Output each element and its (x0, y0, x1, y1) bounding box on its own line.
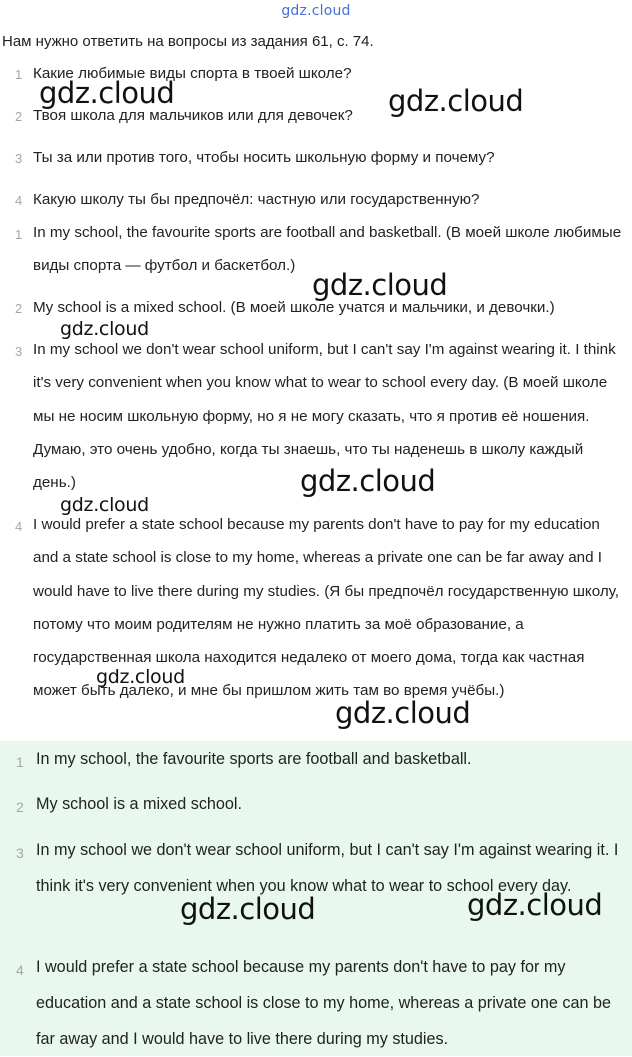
task-intro: Нам нужно ответить на вопросы из задания 61, с. 74. (2, 33, 374, 50)
question-text: Какую школу ты бы предпочёл: частную или государственную? (33, 191, 480, 208)
item-number: 1 (15, 67, 23, 82)
question-text: Какие любимые виды спорта в твоей школе? (33, 65, 352, 82)
answer-text: My school is a mixed school. (В моей школе учатся и мальчики, и девочки.) (33, 299, 555, 316)
item-number: 2 (15, 301, 23, 316)
item-number: 3 (16, 845, 24, 861)
item-number: 4 (15, 519, 23, 534)
item-number: 2 (16, 799, 24, 815)
site-logo[interactable]: gdz.cloud (281, 3, 351, 19)
watermark: gdz.cloud (96, 666, 185, 688)
question-text: Твоя школа для мальчиков или для девочек? (33, 107, 353, 124)
answer-text: I would prefer a state school because my parents don't have to pay for my education and a state school is close to my home, whereas a private one can be far away and I would have to live there during my studies. (36, 958, 611, 1048)
item-number: 1 (16, 754, 24, 770)
answer-text: In my school, the favourite sports are football and basketball. (В моей школе любимые виды спорта — футбол и баскетбол.) (33, 224, 622, 275)
watermark: gdz.cloud (300, 464, 436, 498)
answer-text: In my school we don't wear school uniform, but I can't say I'm against wearing it. I think it's very convenient when you know what to wear to school every day. (В моей школе мы не носим школьную форму, но я не могу сказать, что я против её ношения. Думаю, это очень удобно, когда ты знаешь, что ты наденешь в школу каждый день.) (33, 341, 616, 492)
watermark: gdz.cloud (312, 268, 448, 302)
watermark: gdz.cloud (335, 696, 471, 730)
watermark: gdz.cloud (180, 892, 316, 926)
watermark: gdz.cloud (467, 888, 603, 922)
answer-text: In my school we don't wear school uniform, but I can't say I'm against wearing it. I think it's very convenient when you know what to wear to school every day. (36, 841, 619, 895)
answer-text: My school is a mixed school. (36, 795, 243, 813)
answer-text: In my school, the favourite sports are football and basketball. (36, 750, 472, 768)
watermark: gdz.cloud (388, 84, 524, 118)
item-number: 3 (15, 344, 23, 359)
question-text: Ты за или против того, чтобы носить школьную форму и почему? (33, 149, 495, 166)
watermark: gdz.cloud (39, 76, 175, 110)
item-number: 4 (15, 193, 23, 208)
answer-text: I would prefer a state school because my parents don't have to pay for my education and a state school is close to my home, whereas a private one can be far away and I would have to live there during my studies. (Я бы предпочёл государственную школу, потому что моим родителям не нужно платить за моё образование, а государственная школа находится недалеко от моего дома, тогда как частная может быть далеко, и мне бы пришлом жить там во время учёбы.) (33, 516, 619, 700)
watermark: gdz.cloud (60, 494, 149, 516)
item-number: 2 (15, 109, 23, 124)
item-number: 4 (16, 962, 24, 978)
item-number: 3 (15, 151, 23, 166)
item-number: 1 (15, 227, 23, 242)
watermark: gdz.cloud (60, 318, 149, 340)
